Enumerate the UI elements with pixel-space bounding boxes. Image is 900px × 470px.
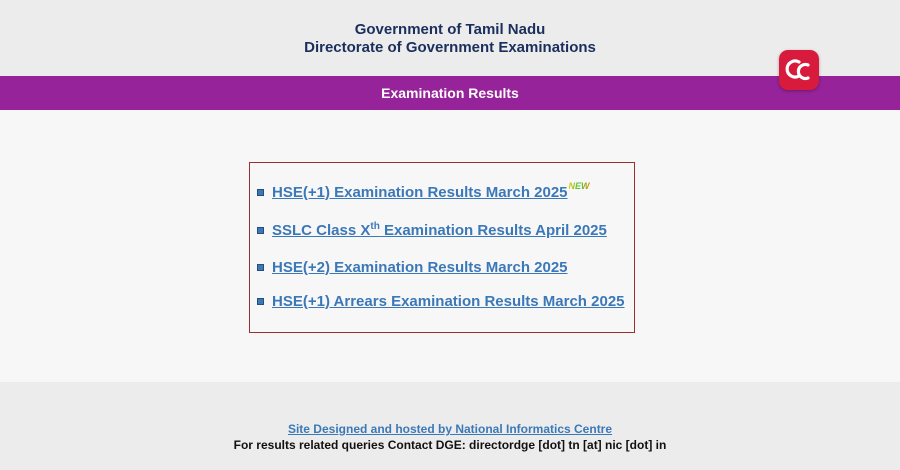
cc-logo-icon[interactable] <box>779 50 819 90</box>
banner-title: Examination Results <box>381 85 519 101</box>
bullet-icon <box>257 264 264 271</box>
list-item <box>257 256 568 278</box>
examination-results-banner <box>0 76 900 110</box>
bullet-icon <box>257 298 264 305</box>
list-item <box>257 181 590 203</box>
directorate-title: Directorate of Government Examinations <box>304 39 596 56</box>
contact-info: For results related queries Contact DGE: directordge [dot] tn [at] nic [dot] in <box>233 438 667 452</box>
sslc-label-superscript: th <box>370 221 380 232</box>
hse-plus1-arrears-results-link[interactable]: HSE(+1) Arrears Examination Results March 2025 <box>272 292 625 310</box>
bullet-icon <box>257 227 264 234</box>
results-list <box>249 162 635 333</box>
bullet-icon <box>257 189 264 196</box>
sslc-label-end: Examination Results April 2025 <box>379 222 607 239</box>
new-badge: NEW <box>568 181 590 191</box>
list-item <box>257 290 625 312</box>
main-content <box>0 110 900 382</box>
sslc-label-start: SSLC Class X <box>272 222 371 239</box>
hse-plus1-results-link[interactable]: HSE(+1) Examination Results March 2025 <box>272 183 568 201</box>
hse-plus2-results-link[interactable]: HSE(+2) Examination Results March 2025 <box>272 258 568 276</box>
list-item <box>257 219 607 241</box>
nic-credit-link[interactable]: Site Designed and hosted by National Informatics Centre <box>287 422 613 436</box>
government-title: Government of Tamil Nadu <box>354 21 546 38</box>
page-footer <box>0 382 900 470</box>
sslc-results-link[interactable] <box>272 221 607 239</box>
page-header <box>0 0 900 76</box>
